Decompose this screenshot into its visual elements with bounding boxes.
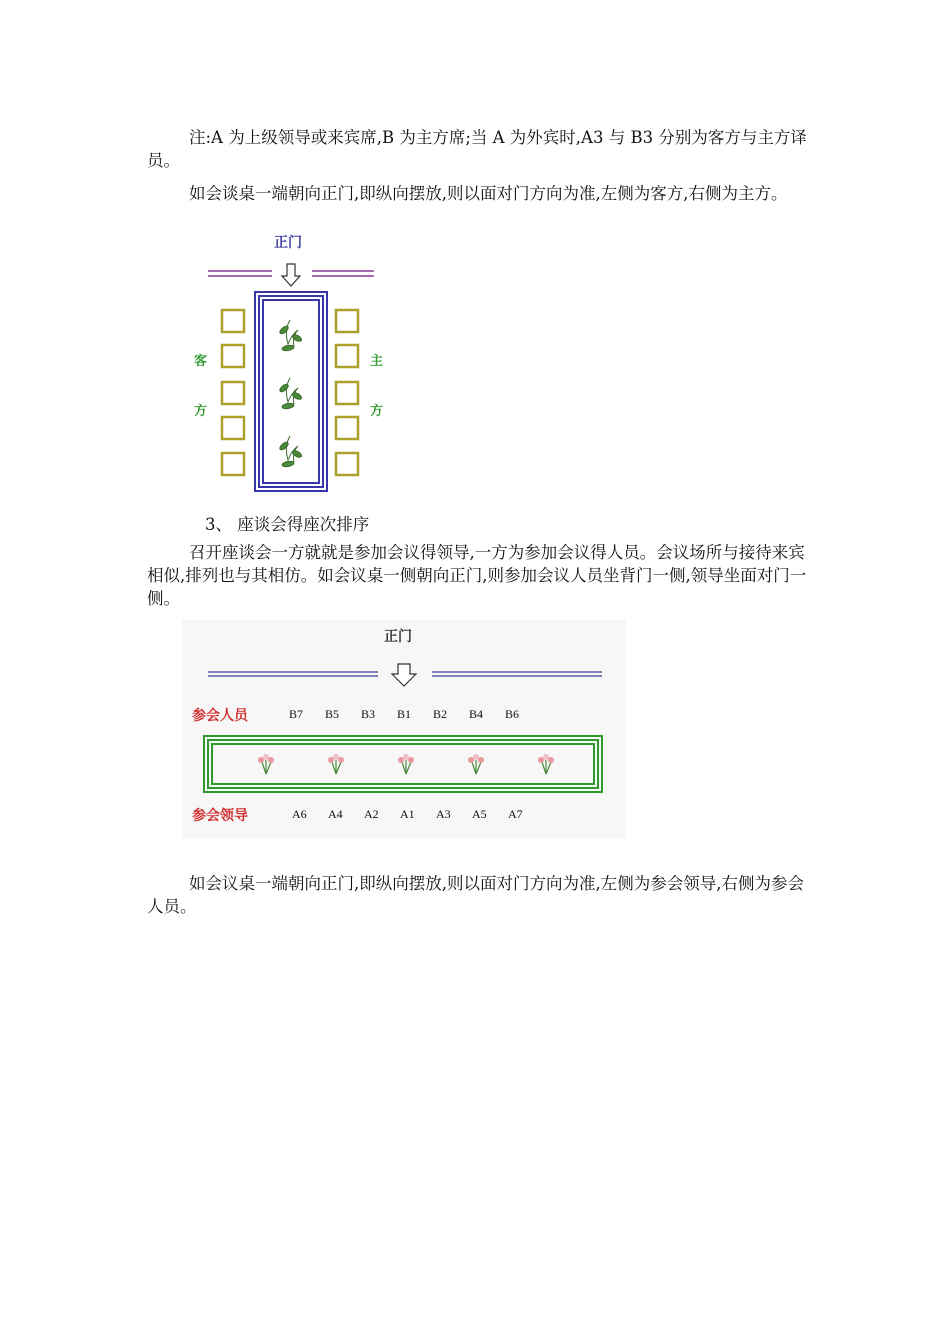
seat-label: B5 xyxy=(325,707,340,721)
seat-label: B1 xyxy=(397,707,412,721)
chair-right xyxy=(336,453,358,475)
seat-label: B2 xyxy=(433,707,448,721)
host-side-label-1: 主 xyxy=(370,354,384,369)
door-label: 正门 xyxy=(274,235,302,251)
figure1-graphics xyxy=(200,230,390,498)
flower-icon xyxy=(328,754,344,774)
door-arrow-icon xyxy=(282,264,300,286)
flower-icon xyxy=(538,754,554,774)
chair-left xyxy=(222,345,244,367)
chair-left xyxy=(222,382,244,404)
staff-row-label: 参会人员 xyxy=(192,708,248,724)
host-side-label-2: 方 xyxy=(370,404,384,419)
flower-icon xyxy=(279,436,303,468)
seat-label: B6 xyxy=(505,707,520,721)
figure-forum-seating xyxy=(182,620,626,838)
door-label: 正门 xyxy=(384,629,412,645)
seat-label: A2 xyxy=(364,807,379,821)
seat-label: B4 xyxy=(469,707,484,721)
flower-icon xyxy=(279,320,303,352)
chair-left xyxy=(222,453,244,475)
seat-label: A7 xyxy=(508,807,523,821)
forum-vertical-paragraph: 如会议桌一端朝向正门,即纵向摆放,则以面对门方向为准,左侧为参会领导,右侧为参会人员。 xyxy=(147,874,804,916)
note-paragraph: 注:A 为上级领导或来宾席,B 为主方席;当 A 为外宾时,A3 与 B3 分别为客方与主方译员。 xyxy=(147,128,807,170)
flower-icon xyxy=(279,378,303,410)
figure2-graphics xyxy=(182,620,626,838)
flower-icon xyxy=(468,754,484,774)
seat-label: A1 xyxy=(400,807,415,821)
chair-right xyxy=(336,310,358,332)
forum-description-paragraph: 召开座谈会一方就就是参加会议得领导,一方为参加会议得人员。会议场所与接待来宾相似,排列也与其相仿。如会议桌一侧朝向正门,则参加会议人员坐背门一侧,领导坐面对门一侧。 xyxy=(147,543,807,608)
chair-right xyxy=(336,417,358,439)
chair-left xyxy=(222,310,244,332)
guest-side-label-2: 方 xyxy=(194,404,208,419)
seat-label: A5 xyxy=(472,807,487,821)
flower-icon xyxy=(258,754,274,774)
guest-side-label-1: 客 xyxy=(194,354,208,369)
chair-left xyxy=(222,417,244,439)
section-heading: 3、 座谈会得座次排序 xyxy=(205,515,370,534)
seat-label: B3 xyxy=(361,707,376,721)
flower-icon xyxy=(398,754,414,774)
chair-right xyxy=(336,345,358,367)
chair-right xyxy=(336,382,358,404)
figure-vertical-table xyxy=(194,230,390,498)
vertical-table-paragraph: 如会谈桌一端朝向正门,即纵向摆放,则以面对门方向为准,左侧为客方,右侧为主方。 xyxy=(189,184,788,203)
seat-label: A6 xyxy=(292,807,307,821)
seat-label: B7 xyxy=(289,707,304,721)
seat-label: A3 xyxy=(436,807,451,821)
seat-label: A4 xyxy=(328,807,343,821)
door-arrow-icon xyxy=(392,664,416,686)
leaders-row-label: 参会领导 xyxy=(192,808,248,824)
